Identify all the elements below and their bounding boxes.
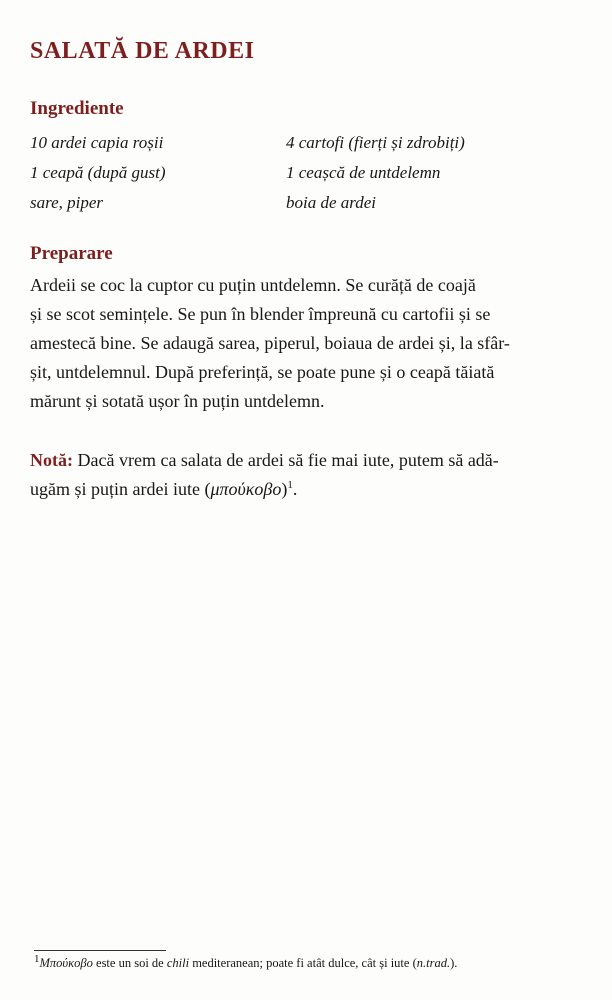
note-line [30,446,570,475]
footnote-text: este un soi de [92,956,167,970]
footnote-divider [34,950,166,951]
footnote-abbreviation: n.trad. [416,956,451,970]
preparation-text [30,271,570,416]
ingredient-item: 1 ceașcă de untdelemn [286,163,441,182]
note-paragraph [30,446,570,504]
note-text: Dacă vrem ca salata de ardei să fie mai iute, putem să adă- [73,450,499,470]
note-line [30,475,570,504]
footnote-reference: 1 [287,479,293,491]
ingredient-item: 1 ceapă (după gust) [30,163,166,182]
ingredients-right-column [286,128,465,218]
ingredient-item: sare, piper [30,193,104,212]
preparation-heading: Preparare [30,243,113,264]
footnote-text: ). [450,956,458,970]
footnote-italic-word: chili [166,956,190,970]
preparation-line: amestecă bine. Se adaugă sarea, piperul, boiaua de ardei și, la sfâr- [30,333,510,353]
footnote-number: 1 [34,952,40,965]
note-text: . [292,479,298,499]
footnote [34,952,458,971]
ingredient-item: 10 ardei capia roșii [30,133,164,152]
footnote-text: mediteranean; poate fi atât dulce, cât și iute ( [189,956,417,970]
preparation-line: mărunt și sotată ușor în puțin untdelemn. [30,391,325,411]
note-text: ) [281,479,288,499]
ingredient-item: boia de ardei [286,193,377,212]
preparation-line: Ardeii se coc la cuptor cu puțin untdelemn. Se curăță de coajă [30,275,476,295]
preparation-line: și se scot semințele. Se pun în blender împreună cu cartofii și se [30,304,491,324]
ingredient-item: 4 cartofi (fierți și zdrobiți) [286,133,465,152]
ingredients-heading: Ingrediente [30,98,124,119]
preparation-line: șit, untdelemnul. După preferință, se poate pune și o ceapă tăiată [30,362,495,382]
footnote-greek-word: Μπούκοβο [39,956,93,970]
note-label: Notă: [30,450,73,470]
note-text: ugăm și puțin ardei iute ( [30,479,211,499]
ingredients-left-column [30,128,166,218]
recipe-title: SALATĂ DE ARDEI [30,38,255,64]
greek-word: μπούκοβο [210,479,282,499]
